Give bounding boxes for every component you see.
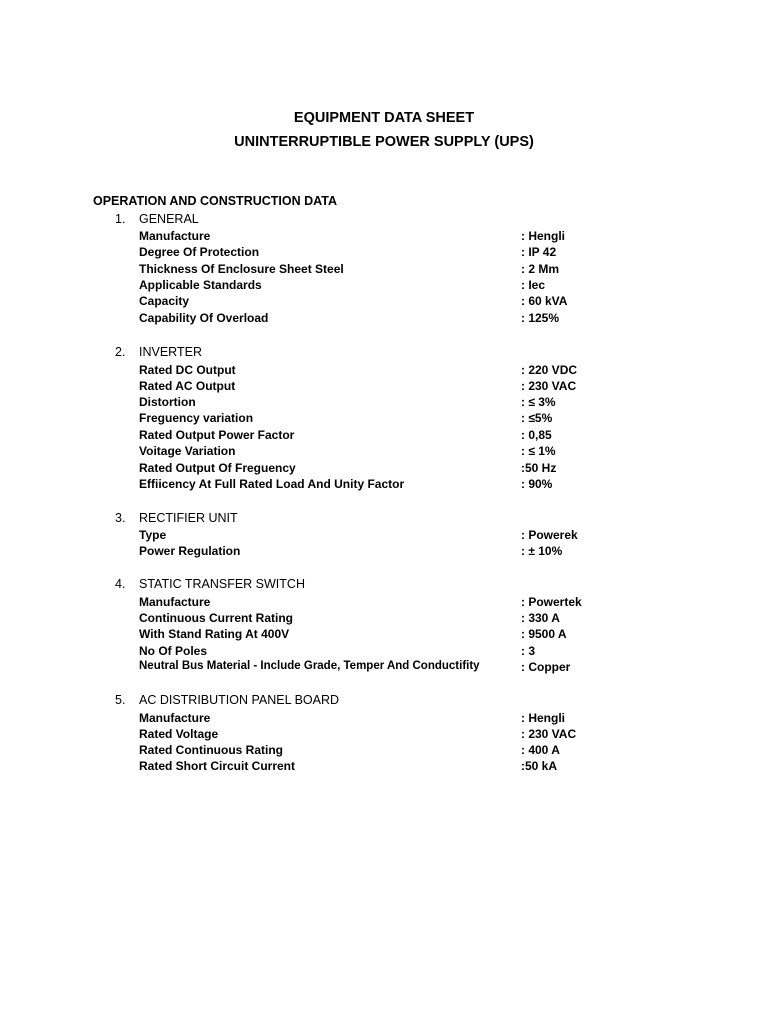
row-label: Rated Output Power Factor <box>139 428 295 442</box>
row-label: Rated Short Circuit Current <box>139 759 296 773</box>
row-value: : 3 <box>521 644 536 658</box>
data-row <box>0 379 768 395</box>
row-value: : 125% <box>521 311 560 325</box>
row-value: : 220 VDC <box>521 363 578 377</box>
row-value: : Powerek <box>521 528 578 542</box>
row-label: Manufacture <box>139 229 211 243</box>
section-number: 2. <box>115 345 126 359</box>
data-row <box>0 595 768 611</box>
data-row <box>0 660 768 676</box>
data-row <box>0 311 768 327</box>
row-value: : 0,85 <box>521 428 552 442</box>
data-row <box>0 262 768 278</box>
row-label: Degree Of Protection <box>139 245 260 259</box>
row-value: : ≤ 3% <box>521 395 556 409</box>
section-title: RECTIFIER UNIT <box>139 511 238 525</box>
row-label: Rated DC Output <box>139 363 236 377</box>
row-value: : Copper <box>521 660 571 674</box>
data-row <box>0 461 768 477</box>
row-label: Rated AC Output <box>139 379 236 393</box>
row-value: : Iec <box>521 278 546 292</box>
row-label: Type <box>139 528 167 542</box>
data-row <box>0 727 768 743</box>
row-label: Power Regulation <box>139 544 241 558</box>
data-row <box>0 428 768 444</box>
data-row <box>0 363 768 379</box>
row-value: : 400 A <box>521 743 560 757</box>
section-title: STATIC TRANSFER SWITCH <box>139 577 305 591</box>
row-value: : IP 42 <box>521 245 557 259</box>
data-row <box>0 444 768 460</box>
row-value: : ≤5% <box>521 411 553 425</box>
section-title: GENERAL <box>139 212 199 226</box>
row-label: Applicable Standards <box>139 278 262 292</box>
data-row <box>0 611 768 627</box>
data-row <box>0 644 768 660</box>
document-subtitle: UNINTERRUPTIBLE POWER SUPPLY (UPS) <box>234 134 534 150</box>
data-row <box>0 528 768 544</box>
row-label: Rated Continuous Rating <box>139 743 283 757</box>
section-title: INVERTER <box>139 345 202 359</box>
row-value: : 230 VAC <box>521 379 577 393</box>
row-label: Thickness Of Enclosure Sheet Steel <box>139 262 344 276</box>
row-value: : Powertek <box>521 595 582 609</box>
data-row <box>0 711 768 727</box>
section-title: AC DISTRIBUTION PANEL BOARD <box>139 693 340 707</box>
row-label: Voitage Variation <box>139 444 236 458</box>
section-number: 5. <box>115 693 126 707</box>
document-title: EQUIPMENT DATA SHEET <box>293 110 475 126</box>
row-label: Freguency variation <box>139 411 254 425</box>
section-number: 1. <box>115 212 126 226</box>
row-label: Capability Of Overload <box>139 311 269 325</box>
row-label: Effiicency At Full Rated Load And Unity Factor <box>139 477 405 491</box>
row-label: Rated Output Of Freguency <box>139 461 296 475</box>
row-value: : Hengli <box>521 229 565 243</box>
section-number: 3. <box>115 511 126 525</box>
row-label: With Stand Rating At 400V <box>139 627 290 641</box>
data-row <box>0 411 768 427</box>
row-label: Manufacture <box>139 711 211 725</box>
row-label: Neutral Bus Material - Include Grade, Temper And Conductifity <box>139 660 480 672</box>
section-number: 4. <box>115 577 126 591</box>
data-row <box>0 245 768 261</box>
data-row <box>0 477 768 493</box>
data-row <box>0 627 768 643</box>
row-value: : 60 kVA <box>521 294 568 308</box>
row-value: :50 kA <box>521 759 558 773</box>
row-value: : 330 A <box>521 611 560 625</box>
section-heading: OPERATION AND CONSTRUCTION DATA <box>93 194 337 208</box>
data-row <box>0 294 768 310</box>
row-value: :50 Hz <box>521 461 557 475</box>
row-label: Distortion <box>139 395 196 409</box>
row-value: : 9500 A <box>521 627 567 641</box>
row-label: Manufacture <box>139 595 211 609</box>
row-value: : 2 Mm <box>521 262 560 276</box>
row-value: : 230 VAC <box>521 727 577 741</box>
row-label: Capacity <box>139 294 190 308</box>
data-row <box>0 544 768 560</box>
row-value: : 90% <box>521 477 553 491</box>
data-row <box>0 759 768 775</box>
data-row <box>0 229 768 245</box>
row-label: Rated Voltage <box>139 727 219 741</box>
row-label: Continuous Current Rating <box>139 611 293 625</box>
row-value: : Hengli <box>521 711 565 725</box>
data-row <box>0 278 768 294</box>
data-row <box>0 395 768 411</box>
row-label: No Of Poles <box>139 644 208 658</box>
row-value: : ≤ 1% <box>521 444 556 458</box>
row-value: : ± 10% <box>521 544 563 558</box>
data-row <box>0 743 768 759</box>
